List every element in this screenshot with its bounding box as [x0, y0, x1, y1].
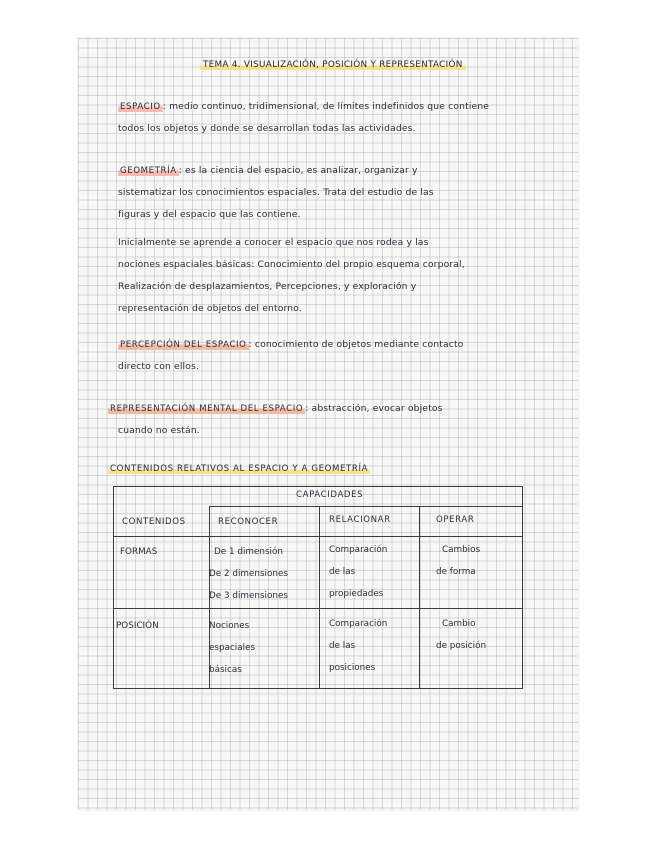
inicial-line-3: Realización de desplazamientos, Percepciones, y exploración y: [118, 281, 417, 292]
contenidos-heading: CONTENIDOS RELATIVOS AL ESPACIO Y A GEOMETRÍA: [110, 464, 369, 474]
geometria-term: GEOMETRÍA: [120, 166, 177, 176]
table-cell: Comparación: [329, 619, 388, 629]
geometria-definition: : es la ciencia del espacio, es analizar, organizar y: [178, 165, 418, 176]
percepcion-term: PERCEPCIÓN DEL ESPACIO: [120, 340, 247, 350]
table-cell: Comparación: [329, 545, 388, 555]
espacio-term: ESPACIO: [120, 102, 161, 112]
table-cell: Cambio: [442, 619, 476, 629]
table-divider: [114, 608, 522, 609]
geometria-line-2: sistematizar los conocimientos espaciales. Trata del estudio de las: [118, 187, 434, 198]
representacion-term: REPRESENTACIÓN MENTAL DEL ESPACIO: [110, 404, 304, 414]
percepcion-line-1: [118, 334, 463, 356]
espacio-line-2: todos los objetos y donde se desarrollan todas las actividades.: [118, 123, 416, 134]
table-cell: espaciales: [209, 643, 256, 653]
table-cell: de las: [329, 641, 356, 651]
percepcion-definition: : conocimiento de objetos mediante contacto: [248, 339, 464, 350]
table-cell: De 3 dimensiones: [209, 591, 288, 601]
inicial-line-2: nociones espaciales básicas: Conocimiento del propio esquema corporal,: [118, 259, 465, 270]
column-header: RELACIONAR: [329, 515, 391, 525]
table-cell: básicas: [209, 665, 242, 675]
table-divider: [209, 506, 522, 507]
table-cell: posiciones: [329, 663, 376, 673]
column-header: OPERAR: [436, 515, 475, 525]
table-cell: De 2 dimensiones: [209, 569, 288, 579]
inicial-line-1: Inicialmente se aprende a conocer el espacio que nos rodea y las: [118, 237, 429, 248]
table-divider: [319, 506, 320, 688]
table-cell: De 1 dimensión: [214, 547, 283, 557]
column-header: RECONOCER: [218, 517, 279, 527]
page-title: TEMA 4. VISUALIZACIÓN, POSICIÓN Y REPRESENTACIÓN: [200, 60, 466, 70]
representacion-line-1: [108, 398, 443, 420]
espacio-line-1: [118, 96, 489, 118]
table-cell: propiedades: [329, 589, 384, 599]
table-cell: FORMAS: [120, 547, 158, 557]
representacion-line-2: cuando no están.: [118, 425, 200, 436]
geometria-line-3: figuras y del espacio que las contiene.: [118, 209, 301, 220]
table-cell: de las: [329, 567, 356, 577]
table-cell: de forma: [436, 567, 476, 577]
percepcion-line-2: directo con ellos.: [118, 361, 200, 372]
table-group-header: CAPACIDADES: [296, 490, 364, 500]
table-divider: [419, 506, 420, 688]
geometria-line-1: [118, 160, 418, 182]
table-cell: Cambios: [442, 545, 481, 555]
column-header: CONTENIDOS: [122, 517, 186, 527]
table-cell: Nociones: [209, 621, 250, 631]
capacidades-table: [113, 486, 523, 689]
table-cell: POSICIÓN: [116, 621, 159, 631]
table-cell: de posición: [436, 641, 487, 651]
table-divider: [114, 536, 522, 537]
inicial-line-4: representación de objetos del entorno.: [118, 303, 302, 314]
representacion-definition: : abstracción, evocar objetos: [305, 403, 443, 414]
espacio-definition: : medio continuo, tridimensional, de límites indefinidos que contiene: [162, 101, 490, 112]
